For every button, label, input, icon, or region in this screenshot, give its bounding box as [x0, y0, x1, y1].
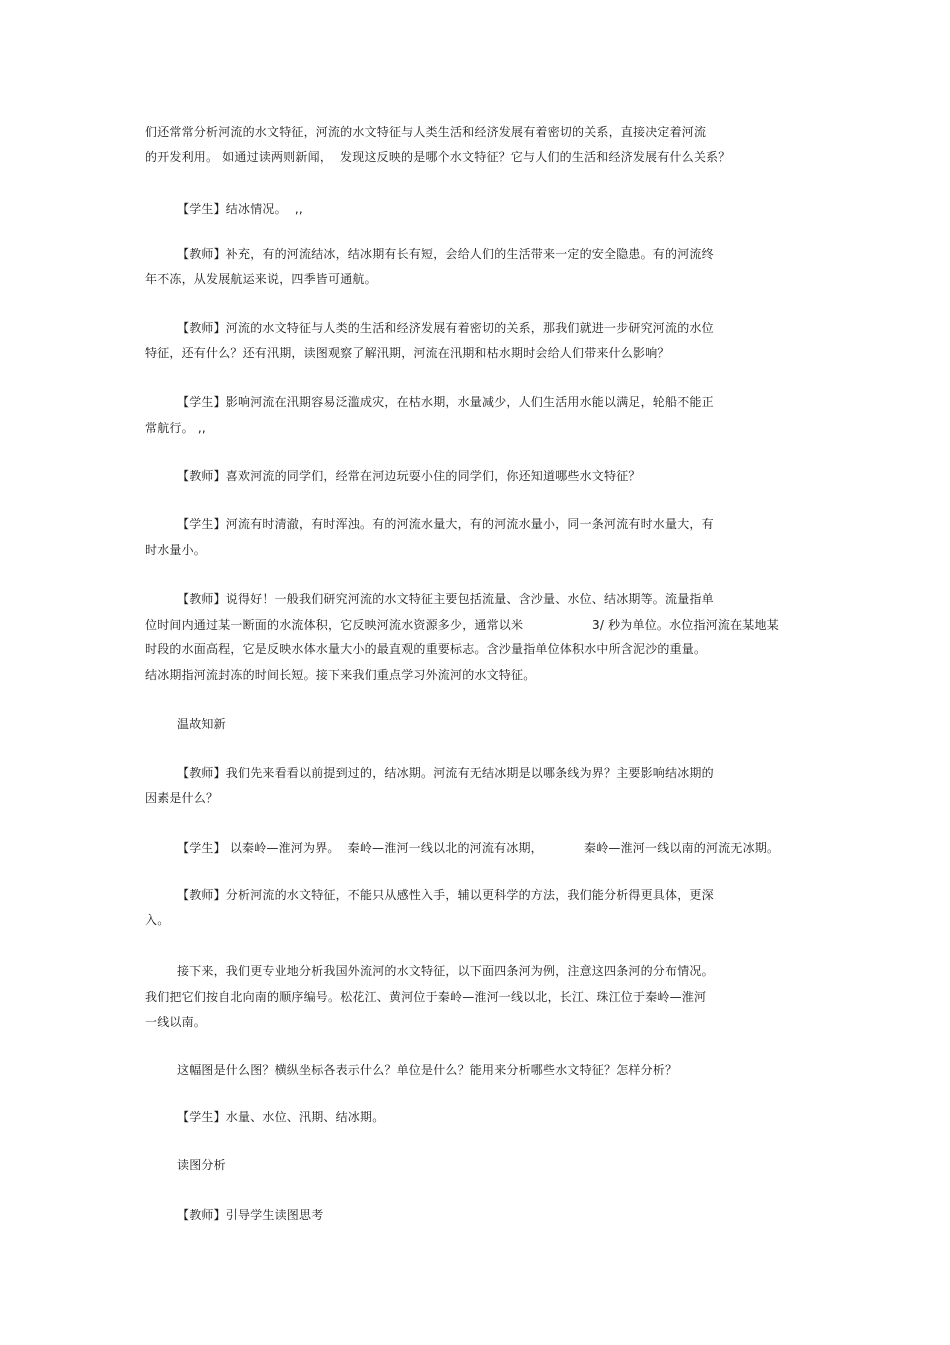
- text-line: 【学生】水量、水位、汛期、结冰期。: [177, 1110, 385, 1124]
- text-line: 【学生】结冰情况。 ,,: [177, 202, 303, 216]
- text-line: 特征，还有什么？还有汛期，读图观察了解汛期，河流在汛期和枯水期时会给人们带来什么影响？: [145, 346, 670, 360]
- text-line: 【教师】喜欢河流的同学们，经常在河边玩耍小住的同学们，你还知道哪些水文特征？: [177, 469, 641, 483]
- text-line: 【学生】 以秦岭—淮河为界。 秦岭—淮河一线以北的河流有冰期，: [177, 841, 543, 855]
- text-line: 【学生】河流有时清澈，有时浑浊。有的河流水量大，有的河流水量小，同一条河流有时水量大，有: [177, 517, 714, 531]
- text-line: 结冰期指河流封冻的时间长短。接下来我们重点学习外流河的水文特征。: [145, 668, 536, 682]
- text-line: 们还常常分析河流的水文特征，河流的水文特征与人类生活和经济发展有着密切的关系，直接决定着河流: [145, 125, 707, 139]
- text-line: 3/ 秒为单位。水位指河流在某地某: [592, 618, 779, 632]
- text-line: 【教师】河流的水文特征与人类的生活和经济发展有着密切的关系，那我们就进一步研究河流的水位: [177, 321, 714, 335]
- text-line: 的开发利用。 如通过读两则新闻， 发现这反映的是哪个水文特征？它与人们的生活和经济发展有什么关系？: [145, 150, 731, 164]
- text-line: 【教师】分析河流的水文特征，不能只从感性入手，辅以更科学的方法，我们能分析得更具体，更深: [177, 888, 714, 902]
- text-line: 接下来，我们更专业地分析我国外流河的水文特征，以下面四条河为例，注意这四条河的分布情况。: [177, 964, 714, 978]
- text-line: 入。: [145, 913, 170, 927]
- text-line: 秦岭—淮河一线以南的河流无冰期。: [584, 841, 780, 855]
- text-line: 【学生】影响河流在汛期容易泛滥成灾，在枯水期，水量减少，人们生活用水能以满足，轮船不能正: [177, 395, 714, 409]
- text-line: 【教师】补充，有的河流结冰，结冰期有长有短，会给人们的生活带来一定的安全隐患。有的河流终: [177, 247, 714, 261]
- text-line: 时水量小。: [145, 543, 207, 557]
- text-line: 【教师】说得好！一般我们研究河流的水文特征主要包括流量、含沙量、水位、结冰期等。流量指单: [177, 592, 714, 606]
- text-line: 【教师】引导学生读图思考: [177, 1208, 324, 1222]
- text-line: 因素是什么？: [145, 791, 219, 805]
- text-line: 【教师】我们先来看看以前提到过的，结冰期。河流有无结冰期是以哪条线为界？主要影响结冰期的: [177, 766, 714, 780]
- text-line: 位时间内通过某一断面的水流体积，它反映河流水资源多少，通常以米: [145, 618, 524, 632]
- text-line: 这幅图是什么图？横纵坐标各表示什么？单位是什么？能用来分析哪些水文特征？怎样分析？: [177, 1063, 678, 1077]
- text-line: 我们把它们按自北向南的顺序编号。松花江、黄河位于秦岭—淮河一线以北，长江、珠江位于秦岭—淮河: [145, 990, 707, 1004]
- text-line: 年不冻，从发展航运来说，四季皆可通航。: [145, 272, 377, 286]
- text-line: 时段的水面高程，它是反映水体水量大小的最直观的重要标志。含沙量指单位体积水中所含泥沙的重量。: [145, 642, 707, 656]
- text-line: 常航行。 ,,: [145, 421, 206, 435]
- section-heading: 读图分析: [177, 1158, 226, 1172]
- text-line: 一线以南。: [145, 1015, 207, 1029]
- section-heading: 温故知新: [177, 717, 226, 731]
